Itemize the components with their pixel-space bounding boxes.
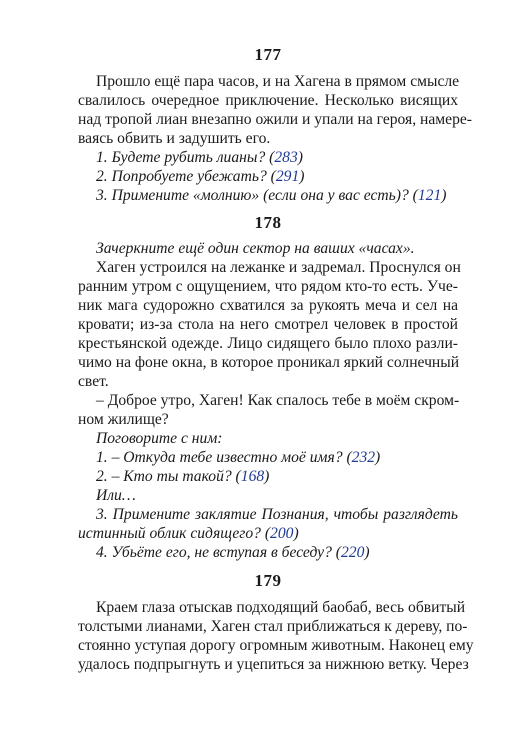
section-number-177: 177: [254, 45, 282, 64]
paragraph-line: кровати; из-за стола на него смотрел человек в простой: [78, 316, 458, 333]
paragraph-line: ник мага судорожно схватился за рукоять меча и сел на: [78, 297, 458, 314]
or-text: Или…: [96, 487, 136, 504]
choice-121: 3. Примените «молнию» (если она у вас есть)? (121): [96, 187, 447, 204]
paragraph-line: удалось подпрыгнуть и уцепиться за нижнюю ветку. Через: [78, 656, 469, 673]
link-232[interactable]: 232: [351, 449, 376, 466]
paragraph-line: стоянно уступая дорогу огромным животным. Наконец ему: [78, 637, 474, 654]
speech-line: ном жилище?: [78, 411, 169, 428]
choice-220: 4. Убьёте его, не вступая в беседу? (220): [96, 544, 370, 561]
choice-283: 1. Будете рубить лианы? (283): [96, 149, 303, 166]
link-291[interactable]: 291: [275, 168, 300, 185]
paragraph-line: свалилось очередное приключение. Несколько висящих: [78, 92, 458, 109]
talk-prompt: Поговорите с ним:: [96, 430, 223, 447]
paragraph-line: Краем глаза отыскав подходящий баобаб, весь обвитый: [96, 599, 466, 616]
paragraph-line: толстыми лианами, Хаген стал приближаться к дереву, по-: [78, 618, 468, 635]
paragraph-line: чимо на фоне окна, в которое проникал яркий солнечный: [78, 354, 460, 371]
paragraph-line: Хаген устроился на лежанке и задремал. Проснулся он: [96, 259, 461, 276]
choice-200-line1: 3. Примените заклятие Познания, чтобы разглядеть: [96, 506, 458, 523]
link-121[interactable]: 121: [417, 187, 442, 204]
link-220[interactable]: 220: [340, 544, 365, 561]
paragraph-line: ранним утром с ощущением, что рядом кто-то есть. Уче-: [78, 278, 458, 295]
paragraph-line: Прошло ещё пара часов, и на Хагена в прямом смысле: [96, 73, 460, 90]
section-number-179: 179: [254, 571, 282, 590]
section-number-178: 178: [254, 213, 282, 232]
choice-291: 2. Попробуете убежать? (291): [96, 168, 305, 185]
paragraph-line: крестьянской одежде. Лицо сидящего было плохо разли-: [78, 335, 458, 352]
choice-168: 2. – Кто ты такой? (168): [96, 468, 270, 485]
paragraph-line: свет.: [78, 373, 109, 390]
link-200[interactable]: 200: [270, 525, 294, 542]
speech-line: – Доброе утро, Хаген! Как спалось тебе в моём скром-: [96, 392, 460, 409]
instruction-line: Зачеркните ещё один сектор на ваших «часах».: [96, 240, 415, 257]
link-168[interactable]: 168: [240, 468, 265, 485]
link-283[interactable]: 283: [274, 149, 298, 166]
paragraph-line: над тропой лиан внезапно ожили и упали на героя, намере-: [78, 111, 472, 128]
choice-200: истинный облик сидящего? (200): [78, 525, 299, 542]
choice-232: 1. – Откуда тебе известно моё имя? (232): [96, 449, 381, 466]
paragraph-line: ваясь обвить и задушить его.: [78, 130, 271, 147]
